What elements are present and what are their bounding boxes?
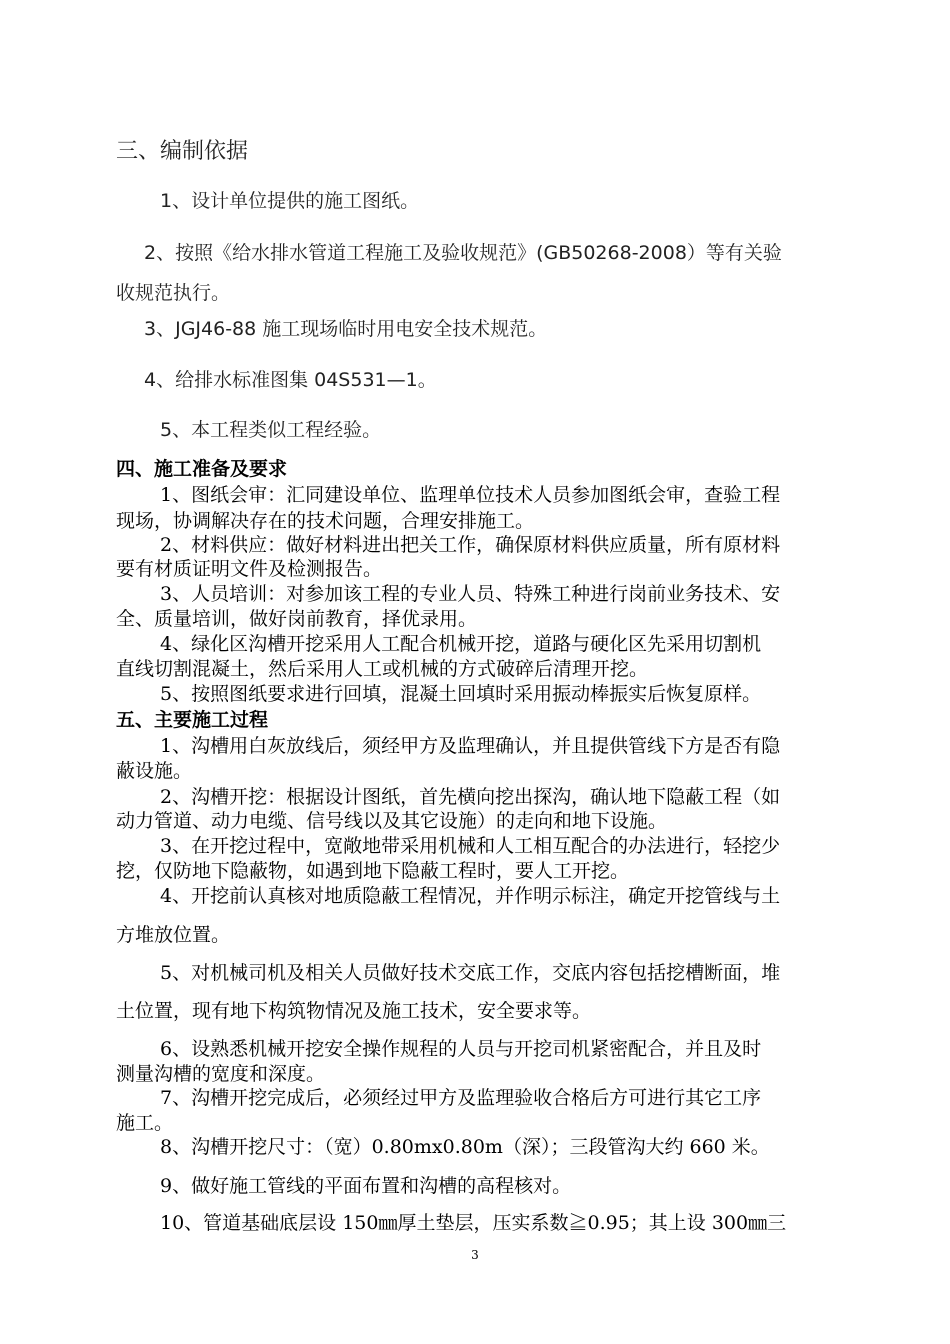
process-line-6: 挖，仅防地下隐蔽物，如遇到地下隐蔽工程时，要人工开挖。	[116, 860, 630, 882]
process-line-7: 4、开挖前认真核对地质隐蔽工程情况，并作明示标注，确定开挖管线与土	[160, 885, 781, 907]
process-line-1: 1、沟槽用白灰放线后，须经甲方及监理确认，并且提供管线下方是否有隐	[160, 735, 781, 757]
process-line-16: 9、做好施工管线的平面布置和沟槽的高程核对。	[160, 1175, 572, 1197]
process-line-4: 动力管道、动力电缆、信号线以及其它设施）的走向和地下设施。	[116, 810, 668, 832]
process-line-5: 3、在开挖过程中，宽敞地带采用机械和人工相互配合的办法进行，轻挖少	[160, 835, 781, 857]
basis-item-4: 4、给排水标准图集 04S531—1。	[144, 369, 437, 391]
process-line-17: 10、管道基础底层设 150㎜厚土垫层，压实系数≧0.95；其上设 300㎜三	[160, 1212, 787, 1234]
process-line-2: 蔽设施。	[116, 760, 193, 782]
prep-line-6: 全、质量培训，做好岗前教育，择优录用。	[116, 608, 478, 630]
prep-line-4: 要有材质证明文件及检测报告。	[116, 558, 383, 580]
basis-item-3: 3、JGJ46-88 施工现场临时用电安全技术规范。	[144, 318, 548, 340]
process-line-8: 方堆放位置。	[116, 924, 231, 946]
basis-item-5: 5、本工程类似工程经验。	[160, 419, 382, 441]
prep-line-3: 2、材料供应：做好材料进出把关工作，确保原材料供应质量，所有原材料	[160, 534, 781, 556]
page-number: 3	[471, 1248, 479, 1262]
process-line-11: 6、设熟悉机械开挖安全操作规程的人员与开挖司机紧密配合，并且及时	[160, 1038, 762, 1060]
basis-item-2-cont: 收规范执行。	[116, 282, 231, 304]
prep-line-1: 1、图纸会审：汇同建设单位、监理单位技术人员参加图纸会审，查验工程	[160, 484, 781, 506]
basis-item-2: 2、按照《给水排水管道工程施工及验收规范》(GB50268-2008）等有关验	[144, 242, 782, 264]
process-line-15: 8、沟槽开挖尺寸：（宽）0.80mx0.80m（深）；三段管沟大约 660 米。	[160, 1136, 770, 1158]
process-line-3: 2、沟槽开挖：根据设计图纸，首先横向挖出探沟，确认地下隐蔽工程（如	[160, 786, 781, 808]
process-line-9: 5、对机械司机及相关人员做好技术交底工作，交底内容包括挖槽断面，堆	[160, 962, 781, 984]
prep-line-2: 现场，协调解决存在的技术问题，合理安排施工。	[116, 510, 535, 532]
process-line-12: 测量沟槽的宽度和深度。	[116, 1063, 326, 1085]
prep-line-7: 4、绿化区沟槽开挖采用人工配合机械开挖，道路与硬化区先采用切割机	[160, 633, 762, 655]
basis-item-1: 1、设计单位提供的施工图纸。	[160, 190, 420, 212]
process-line-14: 施工。	[116, 1112, 174, 1134]
prep-line-5: 3、人员培训：对参加该工程的专业人员、特殊工种进行岗前业务技术、安	[160, 583, 781, 605]
process-line-10: 土位置，现有地下构筑物情况及施工技术，安全要求等。	[116, 1000, 592, 1022]
prep-line-9: 5、按照图纸要求进行回填，混凝土回填时采用振动棒振实后恢复原样。	[160, 683, 762, 705]
prep-line-8: 直线切割混凝土，然后采用人工或机械的方式破碎后清理开挖。	[116, 658, 649, 680]
section-heading-process: 五、主要施工过程	[116, 709, 269, 731]
section-heading-preparation: 四、施工准备及要求	[116, 458, 288, 480]
process-line-13: 7、沟槽开挖完成后，必须经过甲方及监理验收合格后方可进行其它工序	[160, 1087, 762, 1109]
section-heading-basis: 三、编制依据	[116, 139, 249, 164]
